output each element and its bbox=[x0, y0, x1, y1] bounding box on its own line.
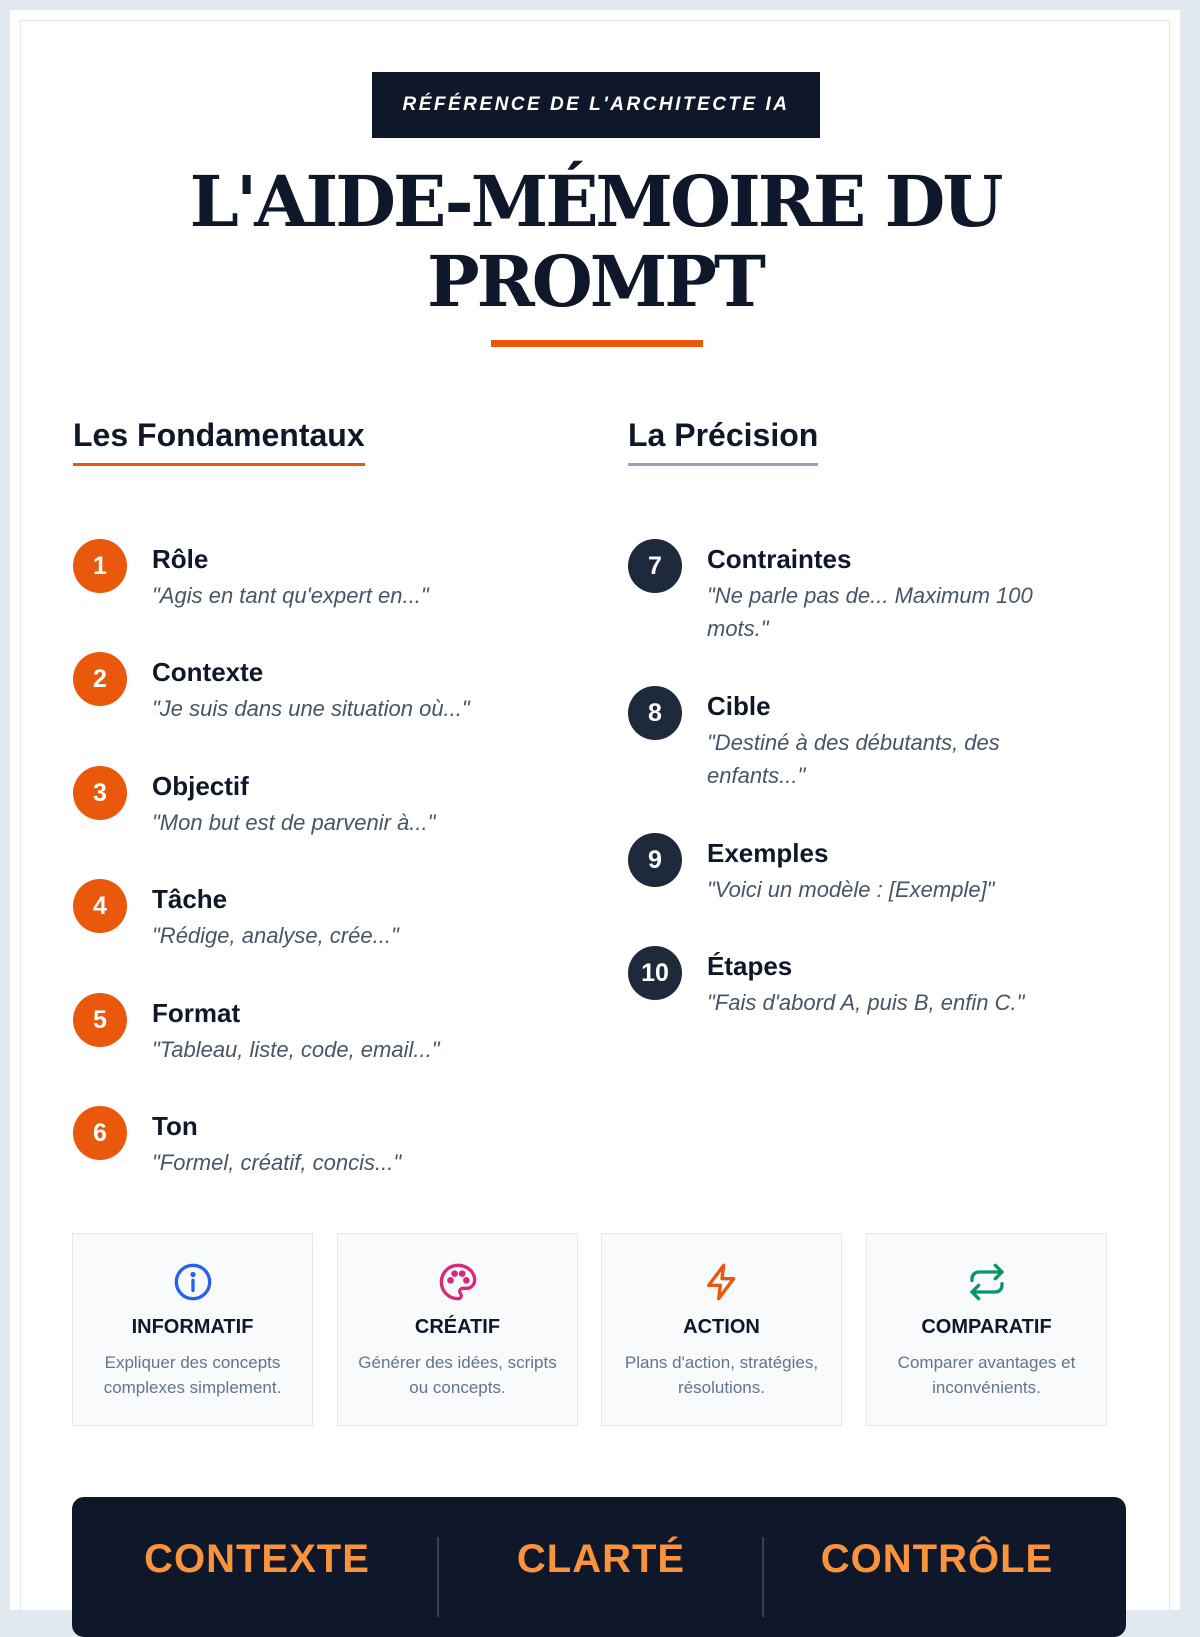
palette-icon bbox=[338, 1262, 577, 1302]
number-badge: 8 bbox=[628, 686, 682, 740]
summary-banner bbox=[72, 1497, 1126, 1637]
title-line-1: L'AIDE-MÉMOIRE DU bbox=[189, 160, 1001, 243]
item-label: Objectif bbox=[152, 771, 249, 801]
item-label: Étapes bbox=[707, 951, 793, 981]
heading-precision: La Précision bbox=[628, 415, 818, 466]
number-badge: 7 bbox=[628, 539, 682, 593]
lightning-icon bbox=[602, 1262, 841, 1302]
card-description: Comparer avantages et inconvénients. bbox=[897, 1353, 1076, 1397]
item-example: "Agis en tant qu'expert en..." bbox=[152, 583, 429, 608]
item-example: "Voici un modèle : [Exemple]" bbox=[707, 877, 995, 902]
card-title: COMPARATIF bbox=[921, 1316, 1052, 1338]
info-icon bbox=[73, 1262, 312, 1302]
title-line-2: PROMPT bbox=[427, 240, 763, 323]
item-label: Tâche bbox=[152, 884, 228, 914]
item-example: "Destiné à des débutants, des enfants..." bbox=[707, 730, 1000, 788]
card-description: Plans d'action, stratégies, résolutions. bbox=[624, 1353, 819, 1397]
card-description: Expliquer des concepts complexes simplement. bbox=[103, 1353, 282, 1397]
banner-word-clarte: CLARTÉ bbox=[516, 1537, 686, 1581]
number-badge: 1 bbox=[73, 539, 127, 593]
number-badge: 5 bbox=[73, 993, 127, 1047]
item-label: Contraintes bbox=[707, 544, 852, 574]
card-comparatif bbox=[866, 1233, 1107, 1426]
card-creatif bbox=[337, 1233, 578, 1426]
item-example: "Tableau, liste, code, email..." bbox=[152, 1037, 440, 1062]
item-text bbox=[707, 544, 1097, 645]
item-text bbox=[707, 838, 1097, 906]
list-item-role bbox=[73, 544, 542, 612]
item-text bbox=[152, 657, 542, 725]
card-title: ACTION bbox=[683, 1316, 760, 1338]
item-label: Rôle bbox=[152, 544, 209, 574]
item-example: "Mon but est de parvenir à..." bbox=[152, 810, 436, 835]
card-title: INFORMATIF bbox=[131, 1316, 254, 1338]
item-text bbox=[152, 1111, 542, 1179]
item-example: "Je suis dans une situation où..." bbox=[152, 696, 470, 721]
number-badge: 9 bbox=[628, 833, 682, 887]
card-title: CRÉATIF bbox=[414, 1316, 501, 1338]
number-badge: 4 bbox=[73, 879, 127, 933]
item-example: "Rédige, analyse, crée..." bbox=[152, 923, 399, 948]
item-label: Ton bbox=[152, 1111, 198, 1141]
item-text bbox=[152, 544, 542, 612]
card-informatif bbox=[72, 1233, 313, 1426]
item-text bbox=[152, 998, 542, 1066]
list-item-contraintes bbox=[628, 544, 1097, 645]
item-text bbox=[152, 771, 542, 839]
item-example: "Formel, créatif, concis..." bbox=[152, 1150, 402, 1175]
item-label: Format bbox=[152, 998, 241, 1028]
repeat-arrows-icon bbox=[867, 1262, 1106, 1302]
item-example: "Ne parle pas de... Maximum 100 mots." bbox=[707, 583, 1033, 641]
item-text bbox=[152, 884, 542, 952]
item-example: "Fais d'abord A, puis B, enfin C." bbox=[707, 990, 1025, 1015]
item-text bbox=[707, 951, 1097, 1019]
card-description: Générer des idées, scripts ou concepts. bbox=[358, 1353, 557, 1397]
list-item-cible bbox=[628, 691, 1097, 792]
number-badge: 2 bbox=[73, 652, 127, 706]
page-frame bbox=[10, 10, 1180, 1610]
list-item-ton bbox=[73, 1111, 542, 1179]
number-badge: 3 bbox=[73, 766, 127, 820]
title-underline bbox=[491, 340, 703, 347]
item-label: Contexte bbox=[152, 657, 264, 687]
item-text bbox=[707, 691, 1097, 792]
item-label: Exemples bbox=[707, 838, 829, 868]
page-title bbox=[10, 162, 1180, 322]
list-item-exemples bbox=[628, 838, 1097, 906]
list-item-format bbox=[73, 998, 542, 1066]
list-item-objectif bbox=[73, 771, 542, 839]
item-label: Cible bbox=[707, 691, 771, 721]
list-item-tache bbox=[73, 884, 542, 952]
eyebrow-badge: RÉFÉRENCE DE L'ARCHITECTE IA bbox=[372, 72, 820, 138]
card-action bbox=[601, 1233, 842, 1426]
number-badge: 10 bbox=[628, 946, 682, 1000]
number-badge: 6 bbox=[73, 1106, 127, 1160]
list-item-etapes bbox=[628, 951, 1097, 1019]
banner-word-contexte: CONTEXTE bbox=[144, 1537, 370, 1581]
heading-fondamentaux: Les Fondamentaux bbox=[73, 415, 365, 466]
list-item-contexte bbox=[73, 657, 542, 725]
banner-word-controle: CONTRÔLE bbox=[820, 1537, 1054, 1581]
